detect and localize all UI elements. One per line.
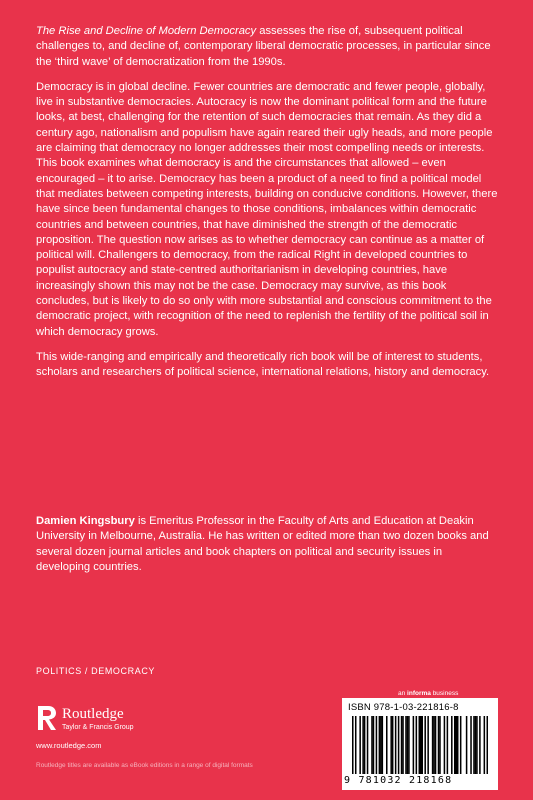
barcode-bar [352, 716, 354, 774]
barcode-bar [362, 716, 364, 774]
barcode-bar [373, 716, 375, 774]
barcode-bar [470, 716, 472, 774]
author-bio-text: is Emeritus Professor in the Faculty of Arts and Education at Deakin University in Melbourne, Australia. He has written or edited more than two dozen books and several dozen journal articles and book chapters on political and security issues in developing countries. [36, 515, 489, 573]
barcode-bar [408, 716, 410, 774]
barcode-bar [444, 716, 446, 774]
barcode-bar [451, 716, 453, 774]
barcode-bar [359, 716, 361, 774]
barcode-box [342, 698, 498, 790]
barcode-bar [466, 716, 468, 774]
barcode-bar [379, 716, 381, 774]
barcode-bar [487, 716, 488, 774]
barcode-bar [376, 716, 378, 774]
barcode-bar [405, 716, 407, 774]
barcode-bar [457, 716, 459, 774]
barcode-bar [447, 716, 449, 774]
author-name: Damien Kingsbury [36, 515, 135, 527]
barcode-bar [460, 716, 462, 774]
book-title: The Rise and Decline of Modern Democracy [36, 25, 257, 37]
barcode-bar [420, 716, 422, 774]
barcode-bar [407, 716, 409, 774]
routledge-r-icon [36, 704, 58, 732]
barcode-bar [484, 716, 486, 774]
barcode-bar [427, 716, 429, 774]
barcode-bar [421, 716, 423, 774]
barcode-digits: 9 781032 218168 [344, 775, 453, 786]
barcode-bar [392, 716, 394, 774]
ebook-note: Routledge titles are available as eBook editions in a range of digital formats [36, 762, 253, 769]
barcode-bar [454, 716, 456, 774]
barcode-bar [371, 716, 373, 774]
barcode-bar [424, 716, 426, 774]
barcode-bar [382, 716, 384, 774]
barcode-bar [355, 716, 357, 774]
barcode-bar [364, 716, 366, 774]
barcode-bar [432, 716, 434, 774]
barcode-bar [473, 716, 475, 774]
barcode-bar [416, 716, 418, 774]
barcode-bar [395, 716, 397, 774]
barcode-bar [419, 716, 421, 774]
barcode-bar [386, 716, 388, 774]
audience-paragraph: This wide-ranging and empirically and theoretically rich book will be of interest to students, scholars and researchers of political science, international relations, history and democracy. [36, 350, 490, 379]
publisher-name: Routledge [62, 706, 124, 722]
publisher-logo [36, 704, 176, 734]
informa-prefix: an [398, 690, 408, 697]
informa-suffix: business [430, 690, 459, 697]
barcode-bar [402, 716, 404, 774]
barcode-image [352, 716, 488, 774]
subject-category: POLITICS / DEMOCRACY [36, 666, 156, 676]
barcode-bar [475, 716, 477, 774]
barcode-bar [438, 716, 440, 774]
main-paragraph: Democracy is in global decline. Fewer countries are democratic and fewer people, globally, live in substantive democracies. Autocracy is now the dominant political form and the future looks, at best, challenging for the retention of such democracies that remain. As they did a century ago, nationalism and populism have again reared their ugly heads, and more people are claiming that democracy no longer addresses their most compelling needs or interests. This book examines what democracy is and the circumstances that allowed – even encouraged – it to arise. Democracy has been a product of a need to find a political model that mediates between competing interests, building on conducive conditions. However, there have since been fundamental changes to those conditions, imbalances within democratic countries and between countries, that have diminished the strength of the democratic proposition. The question now arises as to whether democracy can continue as a matter of political will. Challengers to democracy, from the radical Right in developed countries to populist autocracy and state-centred authoritarianism in developing countries, have increasingly shown this may not be the case. Democracy may survive, as this book concludes, but is likely to do so only with more substantial and conscious commitment to the democratic project, with recognition of the need to replenish the fertility of the political soil in which democracy grows. [36, 80, 498, 338]
barcode-bar [401, 716, 403, 774]
informa-brand: informa [407, 690, 431, 697]
barcode-bar [367, 716, 369, 774]
barcode-bar [390, 716, 392, 774]
barcode-bar [398, 716, 400, 774]
barcode-bar [455, 716, 457, 774]
intro-text: assesses the rise of, subsequent political challenges to, and decline of, contemporary liberal democratic processes, in particular since the ‘third wave’ of democratization from the 1990s. [36, 25, 491, 68]
isbn-label: ISBN 978-1-03-221816-8 [348, 702, 459, 713]
barcode-bar [413, 716, 415, 774]
informa-tagline [398, 690, 458, 697]
barcode-bar [380, 716, 382, 774]
publisher-group: Taylor & Francis Group [62, 724, 134, 731]
book-description [36, 24, 498, 391]
intro-paragraph [36, 24, 498, 70]
publisher-website: www.routledge.com [36, 741, 102, 750]
barcode-bar [476, 716, 478, 774]
barcode-bar [479, 716, 481, 774]
barcode-bar [435, 716, 437, 774]
barcode-bar [433, 716, 435, 774]
barcode-bar [439, 716, 441, 774]
author-bio [36, 514, 498, 575]
